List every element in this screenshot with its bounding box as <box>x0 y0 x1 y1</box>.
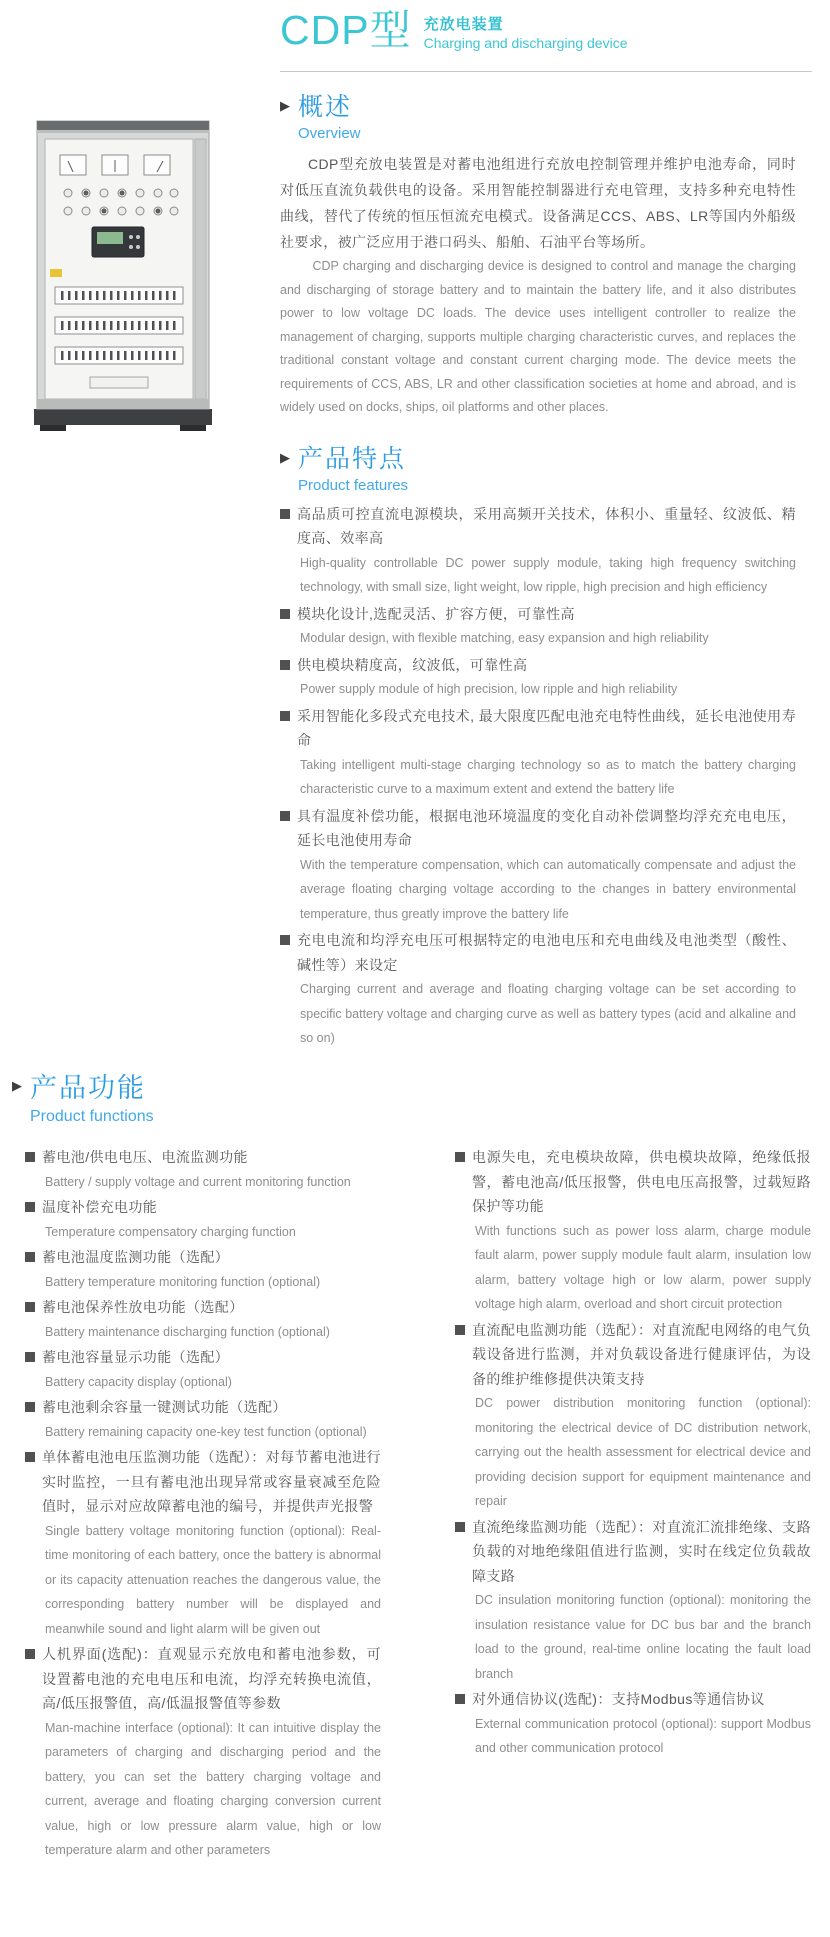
function-text-en: Battery maintenance discharging function (optional) <box>45 1324 330 1339</box>
feature-text-zh: 具有温度补偿功能，根据电池环境温度的变化自动补偿调整均浮充充电电压，延长电池使用寿命 <box>297 807 796 848</box>
page-header <box>280 6 812 54</box>
feature-text-en: High-quality controllable DC power supply module, taking high frequency switching technology, with small size, light weight, low ripple, high precision and high efficiency <box>300 555 796 594</box>
functions-section-header <box>12 1072 818 1126</box>
features-section-header <box>280 444 796 494</box>
feature-item <box>280 502 796 600</box>
function-text-zh: 蓄电池/供电电压、电流监测功能 <box>42 1149 248 1165</box>
bullet-square-icon <box>25 1352 35 1362</box>
function-item <box>455 1318 811 1514</box>
product-subtitle-en: Charging and discharging device <box>423 35 628 51</box>
function-text-zh: 蓄电池温度监测功能（选配） <box>42 1249 230 1265</box>
function-text-en: Battery capacity display (optional) <box>45 1374 232 1389</box>
function-item <box>25 1642 381 1863</box>
function-item <box>25 1195 381 1244</box>
functions-title-en: Product functions <box>30 1108 154 1125</box>
function-text-en: Man-machine interface (optional): It can intuitive display the parameters of charging and discharging period and the battery, you can set the battery charging voltage and current, average and floating charging conversion current value, high or low pressure alarm value, high or low temperature alarm and other parameters <box>45 1720 381 1857</box>
bullet-square-icon <box>280 509 290 519</box>
section-arrow-icon: ▶ <box>12 1078 22 1093</box>
overview-paragraph-en: CDP charging and discharging device is designed to control and manage the charging and discharging of storage battery and to maintain the battery life, and it also distributes power to low voltage DC loads. The device uses intelligent controller to realize the management of charging, supports multiple charging characteristic curves, and replaces the traditional constant voltage and constant current charging mode. The device meets the requirements of CCS, ABS, LR and other classification societies at home and abroad, and is widely used on docks, ships, oil platforms and other places. <box>280 259 796 414</box>
bullet-square-icon <box>25 1302 35 1312</box>
overview-section-header <box>280 92 796 142</box>
function-text-en: Temperature compensatory charging function <box>45 1224 296 1239</box>
bullet-square-icon <box>25 1252 35 1262</box>
function-text-en: Battery temperature monitoring function (optional) <box>45 1274 321 1289</box>
bullet-square-icon <box>25 1402 35 1412</box>
functions-right-column <box>455 1144 811 1761</box>
header-divider <box>280 71 812 72</box>
bullet-square-icon <box>280 711 290 721</box>
feature-text-en: Modular design, with flexible matching, easy expansion and high reliability <box>300 631 709 645</box>
bullet-square-icon <box>280 609 290 619</box>
function-text-en: With functions such as power loss alarm, charge module fault alarm, power supply module fault alarm, insulation low alarm, battery voltage high or low alarm, power supply voltage high alarm, overload and short circuit protection <box>475 1223 811 1311</box>
function-text-zh: 温度补偿充电功能 <box>42 1199 158 1215</box>
features-title-en: Product features <box>298 476 409 494</box>
feature-item <box>280 804 796 927</box>
function-item <box>25 1245 381 1294</box>
function-text-zh: 电源失电，充电模块故障，供电模块故障，绝缘低报警，蓄电池高/低压报警，供电电压高报警，过载短路保护等功能 <box>472 1149 811 1214</box>
function-text-zh: 单体蓄电池电压监测功能（选配）：对每节蓄电池进行实时监控，一旦有蓄电池出现异常或容量衰减至危险值时，显示对应故障蓄电池的编号，并提供声光报警 <box>42 1449 381 1514</box>
bullet-square-icon <box>455 1694 465 1704</box>
feature-text-en: With the temperature compensation, which can automatically compensate and adjust the average floating charging voltage according to the changes in battery environmental temperature, thus greatly improve the battery life <box>300 857 796 921</box>
function-item <box>455 1687 811 1761</box>
top-content-column <box>280 92 796 1051</box>
bullet-square-icon <box>280 935 290 945</box>
function-item <box>455 1145 811 1317</box>
function-text-zh: 蓄电池剩余容量一键测试功能（选配） <box>42 1399 287 1415</box>
bullet-square-icon <box>25 1202 35 1212</box>
features-title-zh: 产品特点 <box>298 444 407 473</box>
feature-text-zh: 高品质可控直流电源模块，采用高频开关技术，体积小、重量轻、纹波低、精度高、效率高 <box>297 505 796 546</box>
section-arrow-icon: ▶ <box>280 449 290 465</box>
bullet-square-icon <box>25 1152 35 1162</box>
section-arrow-icon: ▶ <box>280 98 290 113</box>
function-item <box>25 1295 381 1344</box>
feature-text-en: Charging current and average and floating charging voltage can be set according to specific battery voltage and charging curve as well as battery types (acid and alkaline and so on) <box>300 982 796 1045</box>
feature-text-en: Power supply module of high precision, low ripple and high reliability <box>300 682 678 696</box>
bullet-square-icon <box>455 1152 465 1162</box>
function-text-en: Battery remaining capacity one-key test function (optional) <box>45 1424 367 1439</box>
feature-text-zh: 充电电流和均浮充电压可根据特定的电池电压和充电曲线及电池类型（酸性、碱性等）来设定 <box>297 932 796 973</box>
functions-section <box>12 1072 818 1857</box>
feature-item <box>280 653 796 702</box>
bullet-square-icon <box>455 1325 465 1335</box>
bullet-square-icon <box>25 1649 35 1659</box>
function-item <box>25 1395 381 1444</box>
bullet-square-icon <box>455 1522 465 1532</box>
overview-title-en: Overview <box>298 125 361 142</box>
product-subtitle-zh: 充放电装置 <box>423 16 504 33</box>
function-text-zh: 直流配电监测功能（选配）：对直流配电网络的电气负载设备进行监测，并对负载设备进行健康评估，为设备的维护维修提供决策支持 <box>472 1321 811 1387</box>
overview-paragraph-zh: CDP型充放电装置是对蓄电池组进行充放电控制管理并维护电池寿命，同时对低压直流负载供电的设备。采用智能控制器进行充电管理，支持多种充电特性曲线，替代了传统的恒压恒流充电模式。设备满足CCS、ABS、LR等国内外船级社要求，被广泛应用于港口码头、船舶、石油平台等场所。 <box>280 156 796 250</box>
functions-left-column <box>25 1144 381 1863</box>
function-text-en: Single battery voltage monitoring function (optional): Real-time monitoring of each battery, once the battery is abnormal or its capacity attenuation reaches the dangerous value, the corresponding battery number will be displayed and meanwhile sound and light alarm will be given out <box>45 1523 381 1636</box>
function-text-zh: 蓄电池保养性放电功能（选配） <box>42 1299 244 1315</box>
function-text-en: External communication protocol (optional): support Modbus and other communication protocol <box>475 1716 811 1755</box>
function-text-zh: 人机界面(选配)：直观显示充放电和蓄电池参数，可设置蓄电池的充电电压和电流，均浮充转换电流值，高/低压报警值，高/低温报警值等参数 <box>42 1646 381 1711</box>
function-item <box>455 1515 811 1687</box>
bullet-square-icon <box>280 811 290 821</box>
feature-text-zh: 供电模块精度高，纹波低，可靠性高 <box>297 656 528 673</box>
function-text-en: DC power distribution monitoring function (optional): monitoring the electrical device of DC distribution network, carrying out the health assessment for electrical device and providing decision support for equipment maintenance and repair <box>475 1396 811 1508</box>
function-text-en: DC insulation monitoring function (optional): monitoring the insulation resistance value for DC bus bar and the branch load to the ground, real-time online locating the fault load branch <box>475 1593 811 1681</box>
feature-item <box>280 602 796 651</box>
function-item <box>25 1345 381 1394</box>
device-cabinet-image <box>30 115 216 433</box>
function-item <box>25 1445 381 1641</box>
bullet-square-icon <box>25 1452 35 1462</box>
feature-text-zh: 采用智能化多段式充电技术, 最大限度匹配电池充电特性曲线，延长电池使用寿命 <box>297 707 796 748</box>
functions-title-zh: 产品功能 <box>30 1073 146 1103</box>
bullet-square-icon <box>280 660 290 670</box>
overview-title-zh: 概述 <box>298 93 353 121</box>
feature-text-zh: 模块化设计,选配灵活、扩容方便，可靠性高 <box>297 605 575 622</box>
features-list <box>280 502 796 1051</box>
function-text-en: Battery / supply voltage and current monitoring function <box>45 1174 351 1189</box>
feature-item <box>280 928 796 1051</box>
product-subtitle <box>424 13 628 54</box>
feature-item <box>280 704 796 802</box>
function-text-zh: 对外通信协议(选配)：支持Modbus等通信协议 <box>472 1691 765 1707</box>
product-model-title: CDP型 <box>280 7 412 53</box>
function-text-zh: 蓄电池容量显示功能（选配） <box>42 1349 230 1365</box>
function-text-zh: 直流绝缘监测功能（选配）：对直流汇流排绝缘、支路负载的对地绝缘阻值进行监测，实时在线定位负载故障支路 <box>472 1518 811 1584</box>
feature-text-en: Taking intelligent multi-stage charging technology so as to match the battery charging characteristic curve to a maximum extent and extend the battery life <box>300 757 796 796</box>
function-item <box>25 1145 381 1194</box>
